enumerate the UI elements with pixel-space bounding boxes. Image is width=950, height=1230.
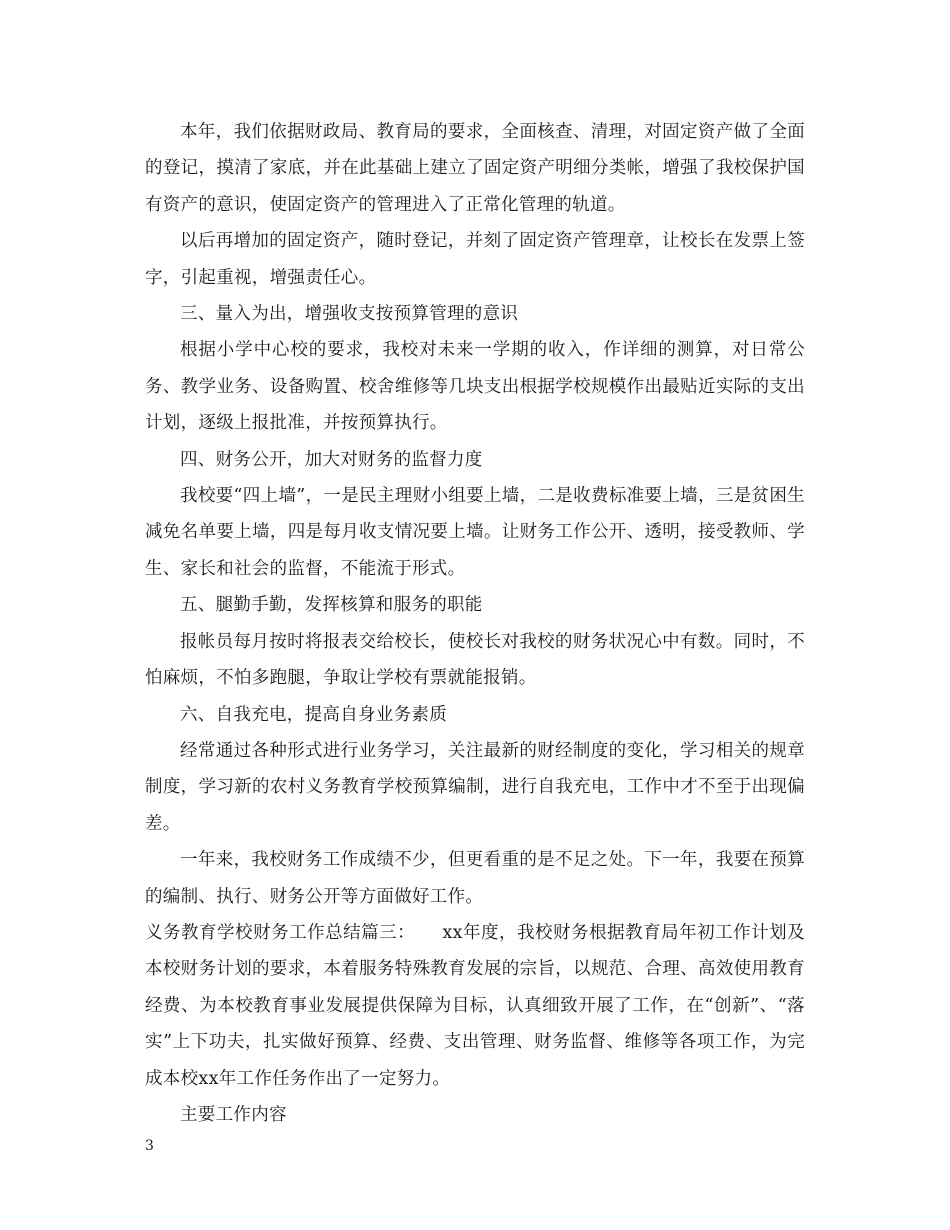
paragraph-part-three-intro: 义务教育学校财务工作总结篇三： xx年度，我校财务根据教育局年初工作计划及本校财务计划的要求，本着服务特殊教育发展的宗旨，以规范、合理、高效使用教育经费、为本校教育事业发展提供保障为目标，认真细致开展了工作，在“创新”、“落实”上下功夫，扎实做好预算、经费、支出管理、财务监督、维修等各项工作，为完成本校xx年工作任务作出了一定努力。 — [145, 922, 805, 1089]
heading-section-four: 四、财务公开，加大对财务的监督力度 — [180, 449, 483, 470]
paragraph-fixed-assets-followup: 以后再增加的固定资产，随时登记，并刻了固定资产管理章，让校长在发票上签字，引起重视，增强责任心。 — [145, 231, 805, 288]
page-number: 3 — [145, 1138, 154, 1154]
heading-section-six: 六、自我充电，提高自身业务素质 — [180, 704, 447, 725]
heading-main-work: 主要工作内容 — [180, 1104, 287, 1125]
paragraph-self-study: 经常通过各种形式进行业务学习，关注最新的财经制度的变化，学习相关的规章制度，学习新的农村义务教育学校预算编制，进行自我充电，工作中才不至于出现偏差。 — [145, 740, 805, 834]
paragraph-year-summary: 一年来，我校财务工作成绩不少，但更看重的是不足之处。下一年，我要在预算的编制、执行、财务公开等方面做好工作。 — [145, 850, 805, 907]
paragraph-fixed-assets-registration: 本年，我们依据财政局、教育局的要求，全面核查、清理，对固定资产做了全面的登记，摸清了家底，并在此基础上建立了固定资产明细分类帐，增强了我校保护国有资产的意识，使固定资产的管理进入了正常化管理的轨道。 — [145, 122, 805, 215]
document-body — [145, 114, 805, 1133]
paragraph-financial-disclosure: 我校要“四上墙”，一是民主理财小组要上墙，二是收费标准要上墙，三是贫困生减免名单要上墙，四是每月收支情况要上墙。让财务工作公开、透明，接受教师、学生、家长和社会的监督，不能流于形式。 — [145, 486, 805, 579]
paragraph-reporting-service: 报帐员每月按时将报表交给校长，使校长对我校的财务状况心中有数。同时，不怕麻烦，不怕多跑腿，争取让学校有票就能报销。 — [145, 631, 805, 689]
paragraph-budget-plan: 根据小学中心校的要求，我校对未来一学期的收入，作详细的测算，对日常公务、教学业务、设备购置、校舍维修等几块支出根据学校规模作出最贴近实际的支出计划，逐级上报批准，并按预算执行。 — [145, 340, 805, 434]
heading-section-five: 五、腿勤手勤，发挥核算和服务的职能 — [180, 595, 483, 616]
heading-section-three: 三、量入为出，增强收支按预算管理的意识 — [180, 304, 519, 325]
